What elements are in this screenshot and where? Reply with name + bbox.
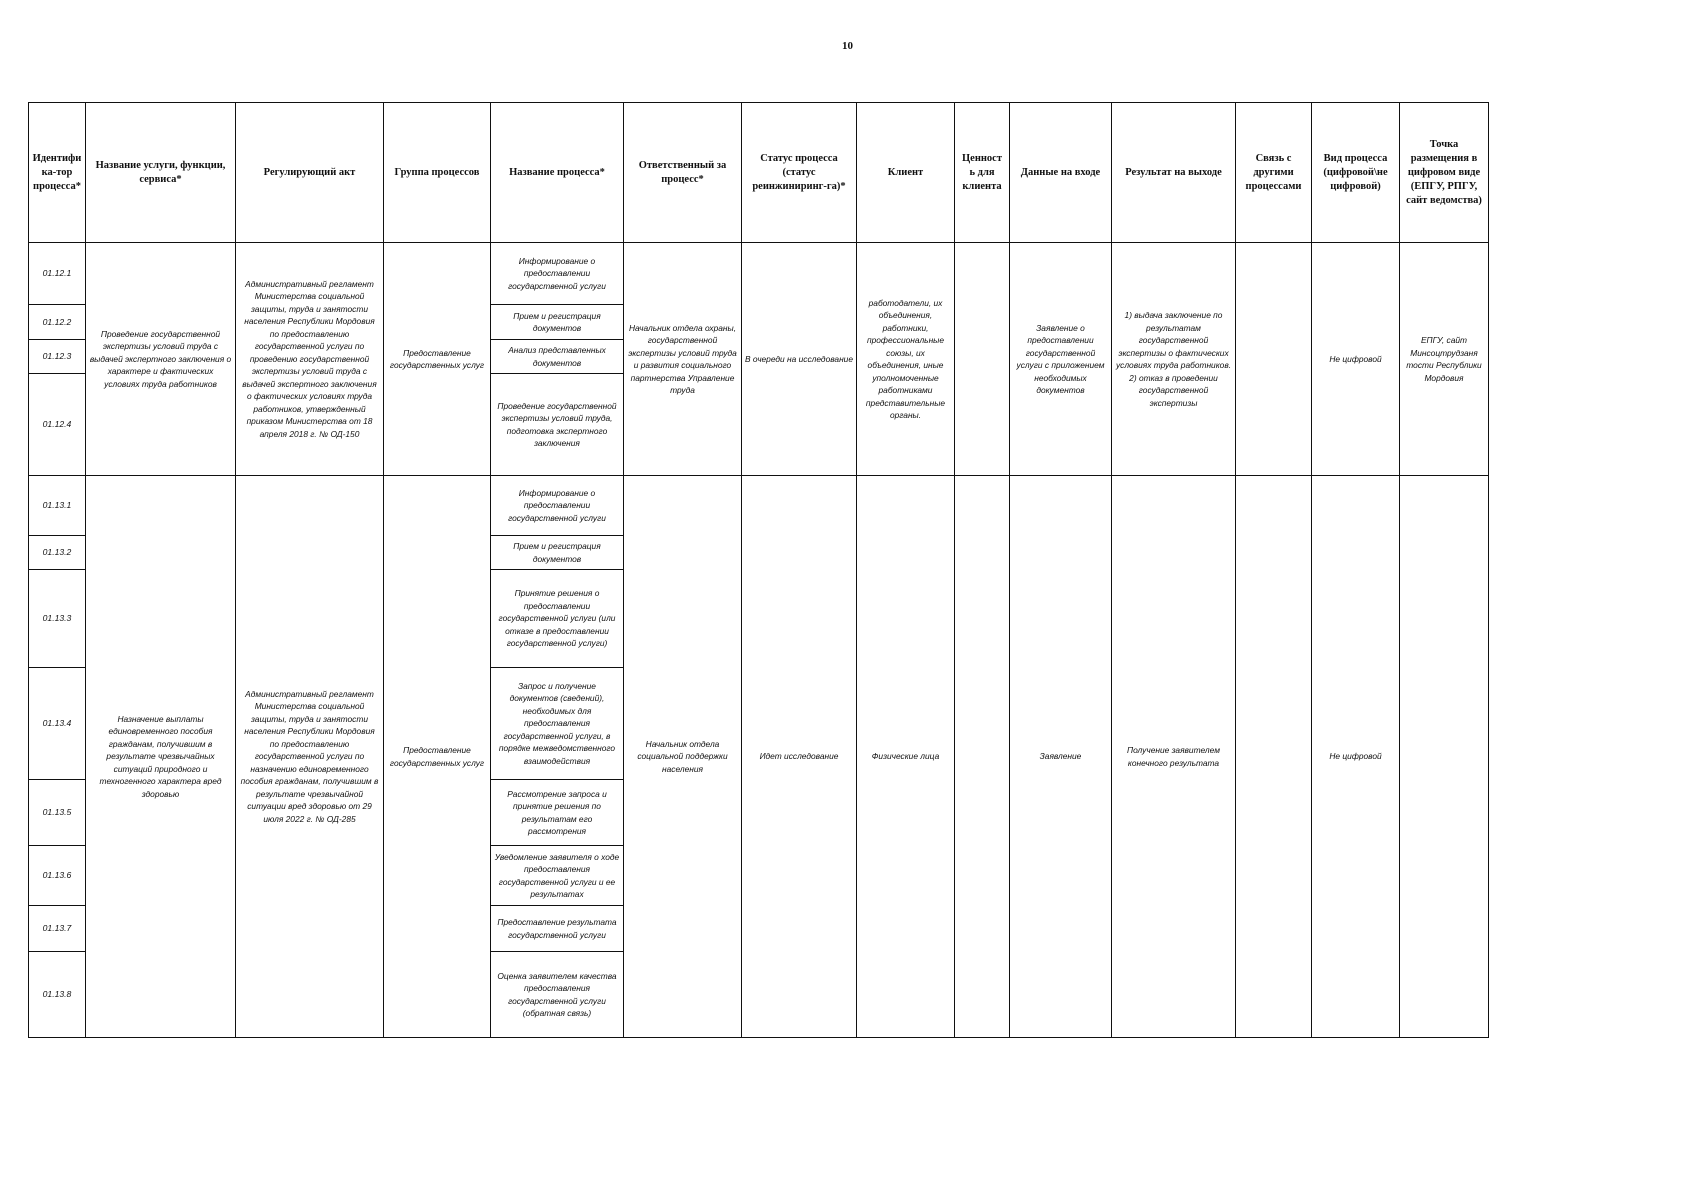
process-kind-cell: Не цифровой [1312, 243, 1400, 476]
process-name-cell: Предоставление результата государственной услуги [491, 906, 624, 952]
table-header-row [29, 103, 1489, 243]
process-id-cell: 01.13.7 [29, 906, 86, 952]
process-name-cell: Принятие решения о предоставлении государственной услуги (или отказе в предоставлении государственной услуги) [491, 570, 624, 668]
process-group-cell: Предоставление государственных услуг [384, 243, 491, 476]
process-id-cell: 01.13.1 [29, 476, 86, 536]
process-id-cell: 01.12.2 [29, 305, 86, 340]
service-name-cell: Назначение выплаты единовременного пособия гражданам, получившим в результате чрезвычайных ситуаций природного и техногенного характера вред здоровью [86, 476, 236, 1038]
header-regulating-act: Регулирующий акт [236, 103, 384, 243]
header-output-result: Результат на выходе [1112, 103, 1236, 243]
table-row [29, 476, 1489, 536]
regulating-act-cell: Административный регламент Министерства социальной защиты, труда и занятости населения Республики Мордовия по предоставлению государственной услуги по назначению единовременного пособия гражданам, получившим в результате чрезвычайной ситуации вред здоровью от 29 июля 2022 г. № ОД-285 [236, 476, 384, 1038]
digital-placement-cell: ЕПГУ, сайт Минсоцтрудзаня тости Республики Мордовия [1400, 243, 1489, 476]
input-data-cell: Заявление о предоставлении государственной услуги с приложением необходимых документов [1010, 243, 1112, 476]
process-name-cell: Проведение государственной экспертизы условий труда, подготовка экспертного заключения [491, 374, 624, 476]
process-name-cell: Уведомление заявителя о ходе предоставления государственной услуги и ее результатах [491, 846, 624, 906]
process-registry-table [28, 102, 1489, 1038]
output-result-cell: 1) выдача заключение по результатам государственной экспертизы о фактических условиях труда работников. 2) отказ в проведении государственной экспертизы [1112, 243, 1236, 476]
responsible-cell: Начальник отдела охраны, государственной экспертизы условий труда и развития социального партнерства Управление труда [624, 243, 742, 476]
client-cell: работодатели, их объединения, работники, профессиональные союзы, их объединения, иные уполномоченные работниками представительные органы. [857, 243, 955, 476]
input-data-cell: Заявление [1010, 476, 1112, 1038]
client-value-cell [955, 243, 1010, 476]
header-input-data: Данные на входе [1010, 103, 1112, 243]
process-name-cell: Информирование о предоставлении государственной услуги [491, 243, 624, 305]
process-name-cell: Анализ представленных документов [491, 340, 624, 374]
process-id-cell: 01.13.5 [29, 780, 86, 846]
client-cell: Физические лица [857, 476, 955, 1038]
process-id-cell: 01.12.1 [29, 243, 86, 305]
service-name-cell: Проведение государственной экспертизы условий труда с выдачей экспертного заключения о характере и фактических условиях труда работников [86, 243, 236, 476]
page-number: 10 [842, 40, 853, 52]
regulating-act-cell: Административный регламент Министерства социальной защиты, труда и занятости населения Республики Мордовия по предоставлению государственной услуги по проведению государственной экспертизы условий труда с выдачей экспертного заключения о фактических условиях труда работников, утвержденный приказом Министерства от 18 апреля 2018 г. № ОД-150 [236, 243, 384, 476]
header-related-processes: Связь с другими процессами [1236, 103, 1312, 243]
process-name-cell: Информирование о предоставлении государственной услуги [491, 476, 624, 536]
process-id-cell: 01.12.3 [29, 340, 86, 374]
process-status-cell: Идет исследование [742, 476, 857, 1038]
table-row [29, 243, 1489, 305]
header-process-id: Идентифи ка-тор процесса* [29, 103, 86, 243]
header-service-name: Название услуги, функции, сервиса* [86, 103, 236, 243]
process-id-cell: 01.13.4 [29, 668, 86, 780]
process-name-cell: Прием и регистрация документов [491, 305, 624, 340]
responsible-cell: Начальник отдела социальной поддержки населения [624, 476, 742, 1038]
process-name-cell: Оценка заявителем качества предоставления государственной услуги (обратная связь) [491, 952, 624, 1038]
process-id-cell: 01.13.6 [29, 846, 86, 906]
header-digital-placement: Точка размещения в цифровом виде (ЕПГУ, РПГУ, сайт ведомства) [1400, 103, 1489, 243]
process-name-cell: Прием и регистрация документов [491, 536, 624, 570]
header-process-group: Группа процессов [384, 103, 491, 243]
process-name-cell: Рассмотрение запроса и принятие решения по результатам его рассмотрения [491, 780, 624, 846]
process-id-cell: 01.12.4 [29, 374, 86, 476]
header-responsible: Ответственный за процесс* [624, 103, 742, 243]
header-client-value: Ценност ь для клиента [955, 103, 1010, 243]
process-id-cell: 01.13.8 [29, 952, 86, 1038]
header-process-name: Название процесса* [491, 103, 624, 243]
header-process-status: Статус процесса (статус реинжиниринг-га)* [742, 103, 857, 243]
related-processes-cell [1236, 243, 1312, 476]
process-kind-cell: Не цифровой [1312, 476, 1400, 1038]
process-id-cell: 01.13.3 [29, 570, 86, 668]
output-result-cell: Получение заявителем конечного результата [1112, 476, 1236, 1038]
header-process-kind: Вид процесса (цифровой\не цифровой) [1312, 103, 1400, 243]
process-id-cell: 01.13.2 [29, 536, 86, 570]
process-name-cell: Запрос и получение документов (сведений), необходимых для предоставления государственной услуги, в порядке межведомственного взаимодействия [491, 668, 624, 780]
process-status-cell: В очереди на исследование [742, 243, 857, 476]
header-client: Клиент [857, 103, 955, 243]
related-processes-cell [1236, 476, 1312, 1038]
digital-placement-cell [1400, 476, 1489, 1038]
process-group-cell: Предоставление государственных услуг [384, 476, 491, 1038]
client-value-cell [955, 476, 1010, 1038]
